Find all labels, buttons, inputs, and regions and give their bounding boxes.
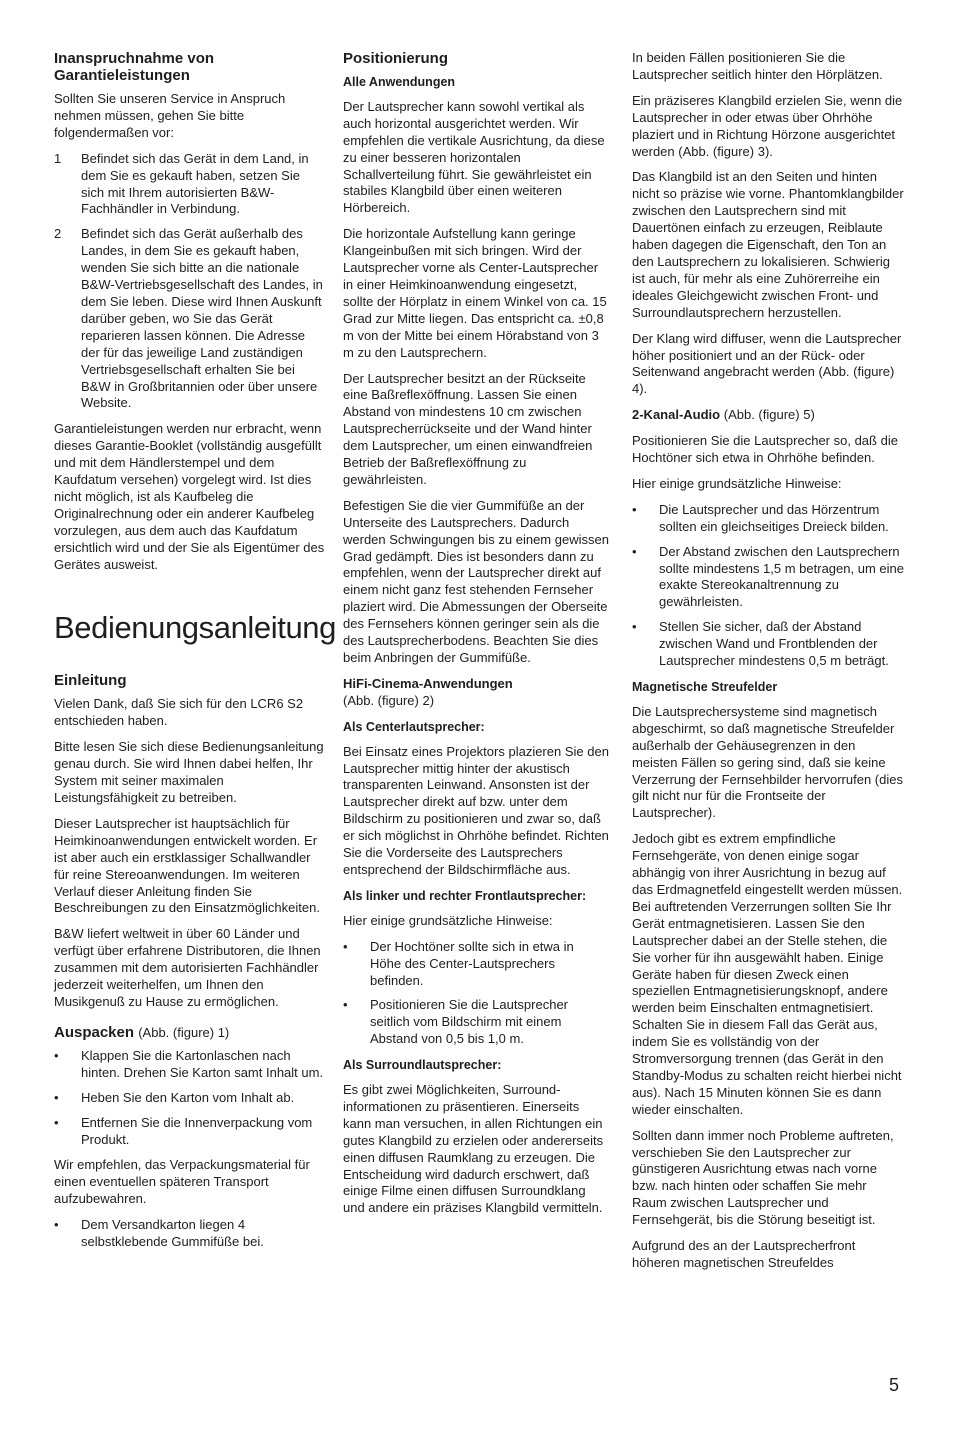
magnetic-fields-subheading: Magnetische Streufelder bbox=[632, 680, 778, 694]
list-item: • Der Hochtöner sollte sich in etwa in Höhe des Center-Lautsprechers befinden. bbox=[343, 938, 574, 988]
paragraph: Vielen Dank, daß Sie sich für den LCR6 S2 entschieden haben. bbox=[54, 696, 304, 729]
positioning-heading: Positionierung bbox=[343, 50, 448, 67]
unpack-heading: Auspacken (Abb. (figure) 1) bbox=[54, 1023, 230, 1041]
paragraph: Es gibt zwei Möglichkeiten, Surround-informationen zu präsentieren. Einerseits kann man versuchen, in allen Richtungen ein gutes Klangbild zu erzielen oder andererseits einen diffusen Raumklang zu erzeugen. Die Entscheidung wird dadurch erschwert, daß einige Filme einen diffusen Surroundklang und andere ein präzises Klangbild vermitteln. bbox=[343, 1082, 604, 1216]
paragraph: Hier einige grundsätzliche Hinweise: bbox=[632, 475, 842, 491]
list-item: • Entfernen Sie die Innenverpackung vom Produkt. bbox=[54, 1114, 313, 1147]
paragraph: Bei Einsatz eines Projektors plazieren Sie den Lautsprecher mittig hinter der akustisch transparenten Leinwand. Ansonsten ist der Lautsprecher direkt auf bzw. unter dem Bildschirm zu positionieren und zwar so, daß er sich möglichst in Ohrhöhe befindet. Richten Sie die Vorderseite des Lautsprechers entsprechend der Bildschirmfläche aus. bbox=[343, 743, 609, 877]
two-channel-list bbox=[632, 502, 904, 670]
warranty-heading: Inanspruchnahme von Garantieleistungen bbox=[54, 50, 215, 84]
all-applications-subheading: Alle Anwendungen bbox=[343, 75, 456, 89]
figure-reference: (Abb. (figure) 1) bbox=[138, 1024, 230, 1040]
paragraph: Jedoch gibt es extrem empfindliche Fernsehgeräte, von denen einige sogar abhängig von ihrer Ausrichtung in bezug auf das Erdmagnetfeld eingestellt werden müssen. Bei auftretenden Verzerrungen sollten Sie Ihr Gerät entmagnetisieren. Lassen Sie den Lautsprecher dabei an der Stelle stehen, die Sie vorher für ihn ausgewählt haben. Einige Geräte haben für diesen Zweck einen speziellen Entmagnetisierungsknopf, andere werden beim Einschalten entmagnetisiert. Schalten Sie in diesem Fall das Gerät aus, indem Sie es vollständig von der Stromversorgung trennen (das Gerät in den Standby-Modus zu schalten reicht hierbei nicht aus). Nach 15 Minuten können Sie es dann wieder einschalten. bbox=[632, 831, 903, 1117]
paragraph: Bitte lesen Sie sich diese Bedienungsanleitung genau durch. Sie wird Ihnen dabei helfen, Ihr System mit seiner maximalen Leistungsfähigkeit zu betreiben. bbox=[54, 739, 324, 805]
paragraph: Hier einige grundsätzliche Hinweise: bbox=[343, 912, 553, 928]
right-column bbox=[632, 50, 904, 1281]
paragraph: Ein präziseres Klangbild erzielen Sie, wenn die Lautsprecher in oder etwas über Ohrhöhe plaziert und in Richtung Hörzone ausgerichtet werden (Abb. (figure) 3). bbox=[632, 92, 903, 159]
page-number: 5 bbox=[889, 1375, 900, 1395]
paragraph: Dieser Lautsprecher ist hauptsächlich für Heimkinoanwendungen entwickelt worden. Er ist aber auch ein erstklassiger Schallwandler für reine Stereoanwendungen. Im weiteren Verlauf dieser Anleitung finden Sie Beschreibungen zu den Einsatzmöglichkeiten. bbox=[54, 815, 320, 916]
list-item: • Der Abstand zwischen den Lautsprechern sollte mindestens 1,5 m betragen, um eine exakte Stereokanaltrennung zu gewährleisten. bbox=[632, 543, 904, 610]
paragraph: Aufgrund des an der Lautsprecherfront höheren magnetischen Streufeldes bbox=[632, 1238, 856, 1270]
list-item: • Die Lautsprecher und das Hörzentrum sollten ein gleichseitiges Dreieck bilden. bbox=[632, 501, 889, 534]
warranty-note: Garantieleistungen werden nur erbracht, wenn dieses Garantie-Booklet (vollständig ausgefüllt und mit dem Händlerstempel und dem Kaufdatum versehen) vorgelegt wird. Ist dies nicht möglich, ist als Kaufbeleg die Originalrechnung oder ein anderer Kaufbeleg vorzulegen, aus dem auch das Kaufdatum ersichtlich wird und der Sie als Eigentümer des Gerätes ausweist. bbox=[54, 421, 325, 572]
warranty-intro: Sollten Sie unseren Service in Anspruch nehmen müssen, gehen Sie bitte folgendermaßen vor: bbox=[54, 91, 286, 140]
paragraph: Das Klangbild ist an den Seiten und hinten nicht so präzise wie vorne. Phantomklangbilder zwischen den Lautsprechern sind mit Dauertönen einfach zu erzeugen, Reiblaute haben dagegen die Eigenschaft, den Ton an den Lautsprechern zu lokalisieren. Schwierig ist auch, für mehr als eine Zuhörerreihe ein ideales Gleichgewicht zwischen Front- und Surroundlautsprechern herzustellen. bbox=[632, 169, 904, 320]
two-channel-heading: 2-Kanal-Audio (Abb. (figure) 5) bbox=[632, 407, 815, 423]
left-column bbox=[54, 50, 336, 1260]
middle-column bbox=[343, 50, 609, 1226]
manual-title: Bedienungsanleitung bbox=[54, 610, 336, 646]
list-item: • Stellen Sie sicher, daß der Abstand zwischen Wand und Frontblenden der Lautsprecher mindestens 0,5 m beträgt. bbox=[632, 619, 889, 669]
paragraph: Die horizontale Aufstellung kann geringe Klangeinbußen mit sich bringen. Wird der Lautsprecher vorne als Center-Lautsprecher in einer Heimkinoanwendung eingesetzt, sollte der Hörplatz in einem Winkel von ca. 15 Grad zur Mitte liegen. Das entspricht ca. ±0,8 m von der Mitte bei einem Hörabstand von 3 m zu den Lautsprechern. bbox=[343, 226, 607, 360]
paragraph: Sollten dann immer noch Probleme auftreten, verschieben Sie den Lautsprecher zur günstigeren Ausrichtung etwas nach vorne bzw. nach hinten oder schaffen Sie mehr Raum zwischen Lautsprecher und Fernsehgerät, bis die Störung beseitigt ist. bbox=[632, 1127, 894, 1228]
list-item: 1 Befindet sich das Gerät in dem Land, in dem Sie es gekauft haben, setzen Sie sich mit Ihrem autorisierten B&W-Fachhändler in Verbindung. bbox=[54, 150, 309, 217]
list-item: • Heben Sie den Karton vom Inhalt ab. bbox=[54, 1089, 295, 1105]
unpack-list bbox=[54, 1048, 326, 1149]
paragraph: Die Lautsprechersysteme sind magnetisch abgeschirmt, so daß magnetische Streufelder außerhalb der Gehäusegrenzen in den meisten Fällen so gering sind, daß sie keine Verzerrung der Fernsehbilder hervorrufen (dies gilt nicht nur für die Frontseite der Lautsprecher). bbox=[632, 703, 903, 821]
paragraph: Der Klang wird diffuser, wenn die Lautsprecher höher positioniert und an der Rück- oder Seitenwand angebracht werden (Abb. (figure) 4). bbox=[632, 330, 902, 397]
figure-reference: (Abb. (figure) 2) bbox=[343, 692, 435, 708]
list-item: • Dem Versandkarton liegen 4 selbstklebende Gummifüße bei. bbox=[54, 1217, 264, 1250]
list-item: • Positionieren Sie die Lautsprecher seitlich vom Bildschirm mit einem Abstand von 0,5 bis 1,0 m. bbox=[343, 997, 569, 1047]
intro-heading: Einleitung bbox=[54, 672, 127, 690]
unpack-list-2 bbox=[54, 1217, 326, 1251]
warranty-steps bbox=[54, 151, 326, 413]
list-item: 2 Befindet sich das Gerät außerhalb des Landes, in dem Sie es gekauft haben, wenden Sie sich bitte an die nationale B&W-Vertriebsgesellschaft des Landes, in dem Sie leben. Diese wird Ihnen Auskunft darüber geben, wo Sie das Gerät reparieren lassen können. Die Adresse der für das jeweilige Land zuständigen Vertriebsgesellschaft erhalten Sie bei B&W in Großbritannien oder über unsere Website. bbox=[54, 226, 323, 411]
paragraph: Befestigen Sie die vier Gummifüße an der Unterseite des Lautsprechers. Dadurch werden Schwingungen bis zu einem gewissen Grad gedämpft. Dies ist besonders dann zu empfehlen, wenn der Lautsprecher direkt auf einem nicht ganz fest stehenden Fernseher plaziert wird. Die Abmessungen der Oberseite des Fernsehers können geringer sein als die des Lautsprecherbodens. Beachten Sie dies beim Anbringen der Gummifüße. bbox=[343, 497, 609, 665]
paragraph: Positionieren Sie die Lautsprecher so, daß die Hochtöner sich etwa in Ohrhöhe befinden. bbox=[632, 433, 898, 466]
surround-speaker-subheading: Als Surroundlautsprecher: bbox=[343, 1058, 502, 1073]
paragraph: Der Lautsprecher besitzt an der Rückseite eine Baßreflexöffnung. Lassen Sie einen Abstand von mindestens 10 cm zwischen Lautsprecherrückseite und der Wand hinter dem Lautsprecher, um einen einwandfreien Betrieb der Baßreflexöffnung zu gewährleisten. bbox=[343, 370, 593, 487]
paragraph: Der Lautsprecher kann sowohl vertikal als auch horizontal ausgerichtet werden. Wir empfehlen die vertikale Ausrichtung, da diese zu einer besseren horizontalen Schallverteilung führt. Sie gewährleistet ein stabiles Klangbild über einen weiteren Hörbereich. bbox=[343, 98, 605, 216]
front-speaker-list bbox=[343, 939, 609, 1048]
front-speaker-subheading: Als linker und rechter Frontlautsprecher: bbox=[343, 888, 587, 903]
paragraph: B&W liefert weltweit in über 60 Länder und verfügt über erfahrene Distributoren, die Ihnen zusammen mit dem autorisierten Fachhändler jederzeit weiterhelfen, um Ihnen den Musikgenuß zu Hause zu ermöglichen. bbox=[54, 926, 321, 1009]
unpack-note: Wir empfehlen, das Verpackungsmaterial für einen eventuellen späteren Transport aufzubewahren. bbox=[54, 1157, 310, 1207]
figure-reference: (Abb. (figure) 5) bbox=[723, 407, 815, 423]
center-speaker-subheading: Als Centerlautsprecher: bbox=[343, 719, 485, 734]
hifi-cinema-heading: HiFi-Cinema-Anwendungen (Abb. (figure) 2) bbox=[343, 675, 513, 708]
paragraph: In beiden Fällen positionieren Sie die Lautsprecher seitlich hinter den Hörplätzen. bbox=[632, 50, 883, 82]
list-item: • Klappen Sie die Kartonlaschen nach hinten. Drehen Sie Karton samt Inhalt um. bbox=[54, 1047, 324, 1080]
